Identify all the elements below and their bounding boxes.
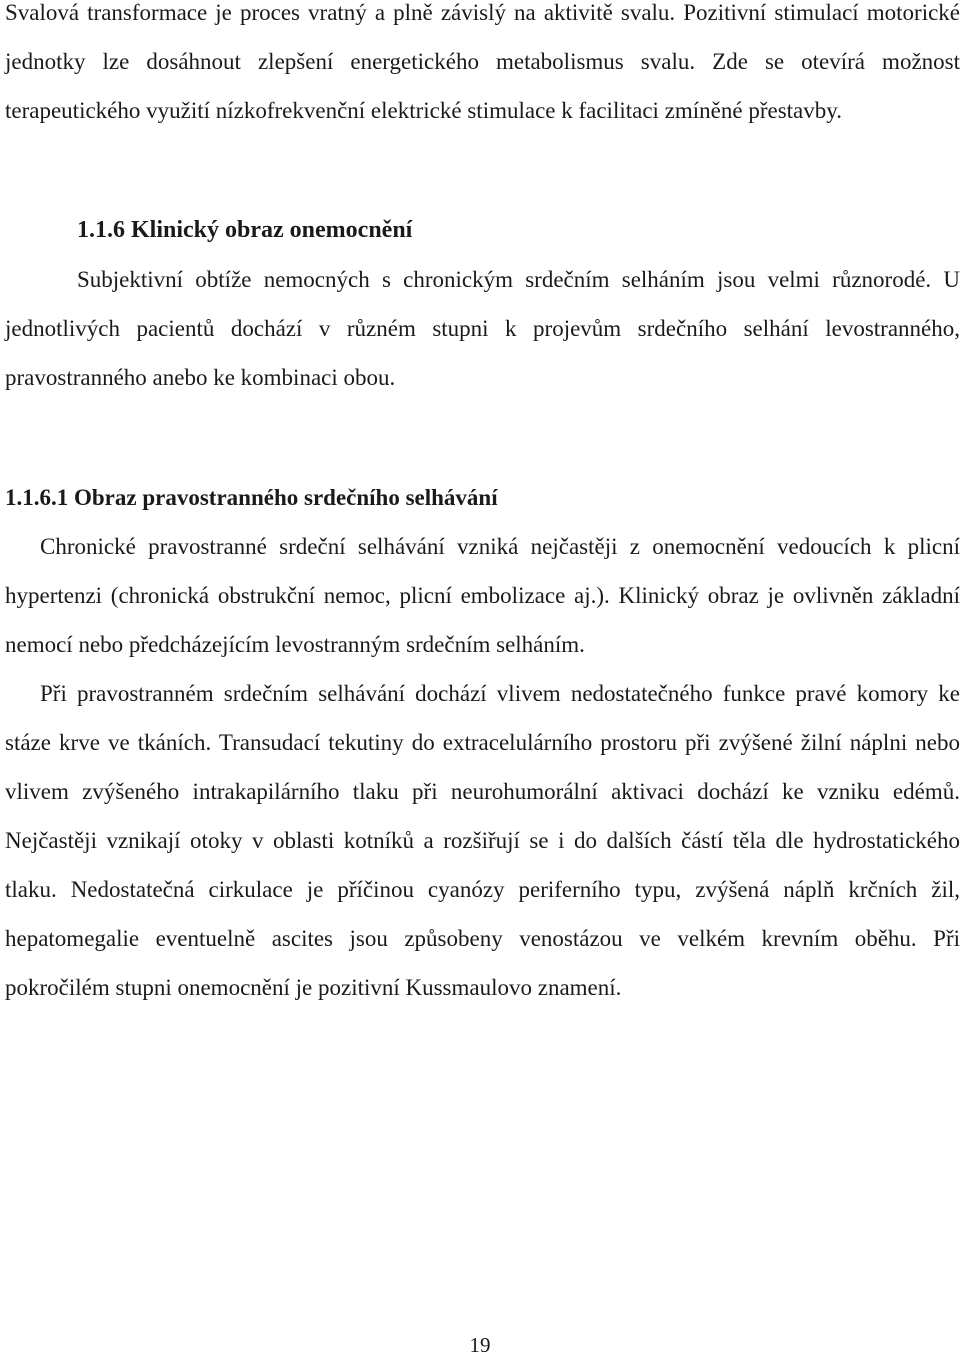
- subsection-paragraph-2: Při pravostranném srdečním selhávání dochází vlivem nedostatečného funkce pravé komory ke stáze krve ve tkáních. Transudací tekutiny do extracelulárního prostoru při zvýšené žilní náplni nebo vlivem zvýšeného intrakapilárního tlaku při neurohumorální aktivaci dochází ke vzniku edémů. Nejčastěji vznikají otoky v oblasti kotníků a rozšiřují se i do dalších částí těla dle hydrostatického tlaku. Nedostatečná cirkulace je příčinou cyanózy periferního typu, zvýšená náplň krčních žil, hepatomegalie eventuelně ascites jsou způsobeny venostázou ve velkém krevním oběhu. Při pokročilém stupni onemocnění je pozitivní Kussmaulovo znamení.: [5, 681, 960, 1000]
- section-heading: 1.1.6 Klinický obraz onemocnění: [77, 217, 413, 243]
- subsection-heading: 1.1.6.1 Obraz pravostranného srdečního selhávání: [5, 485, 498, 510]
- page-number: 19: [469, 1333, 491, 1357]
- document-page: [5, 0, 960, 1012]
- subsection-paragraph-1: Chronické pravostranné srdeční selhávání vzniká nejčastěji z onemocnění vedoucích k plicní hypertenzi (chronická obstrukční nemoc, plicní embolizace aj.). Klinický obraz je ovlivněn základní nemocí nebo předcházejícím levostranným srdečním selháním.: [5, 534, 960, 657]
- section-paragraph: Subjektivní obtíže nemocných s chronickým srdečním selháním jsou velmi různorodé. U jednotlivých pacientů dochází v různém stupni k projevům srdečního selhání levostranného, pravostranného anebo ke kombinaci obou.: [5, 267, 960, 390]
- intro-paragraph: Svalová transformace je proces vratný a plně závislý na aktivitě svalu. Pozitivní stimulací motorické jednotky lze dosáhnout zlepšení energetického metabolismus svalu. Zde se otevírá možnost terapeutického využití nízkofrekvenční elektrické stimulace k facilitaci zmíněné přestavby.: [5, 0, 960, 123]
